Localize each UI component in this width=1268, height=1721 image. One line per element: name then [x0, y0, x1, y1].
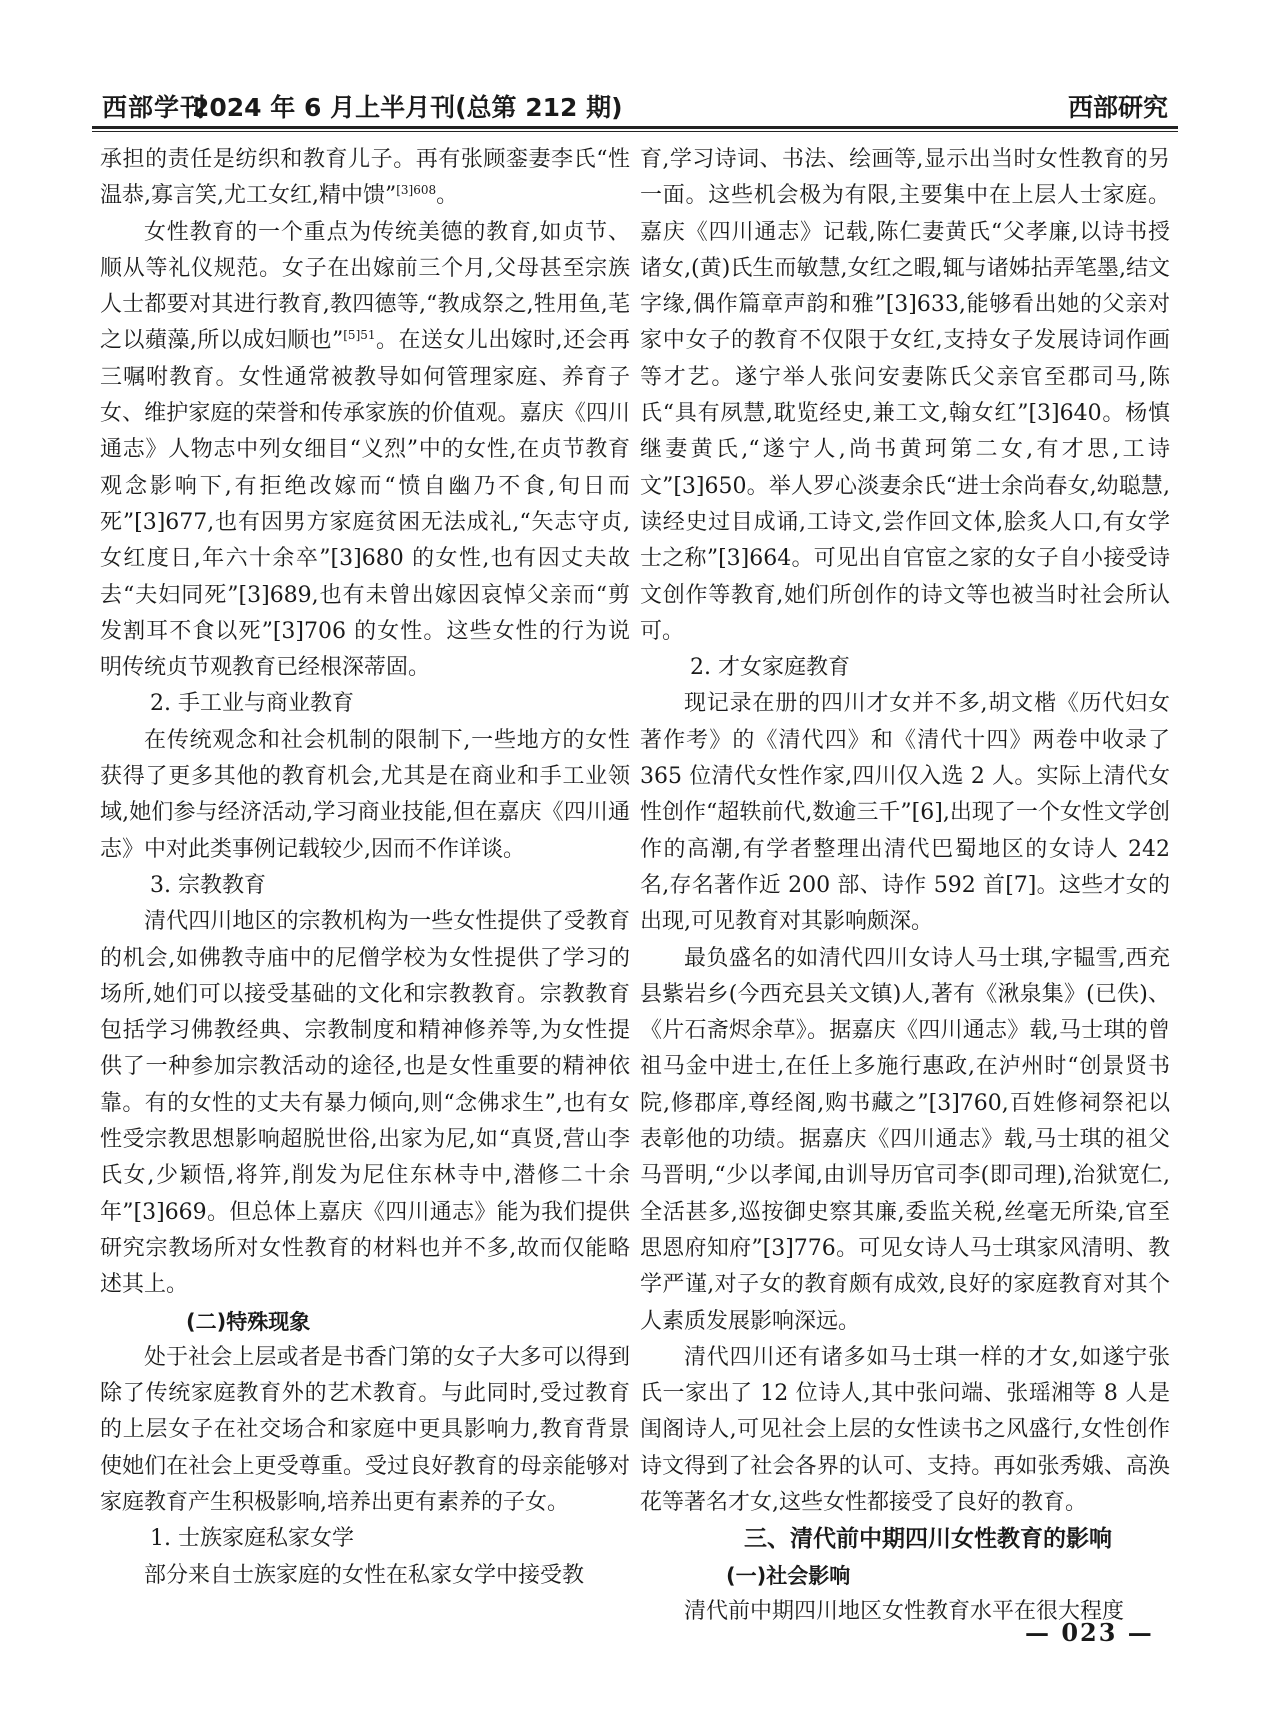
citation-mark: [3]608	[396, 183, 437, 198]
left-column	[100, 142, 630, 1594]
paragraph-text: (二)特殊现象	[186, 1309, 311, 1334]
section-title	[640, 1521, 1170, 1557]
paragraph-text: 清代四川还有诸多如马士琪一样的才女,如遂宁张氏一家出了 12 位诗人,其中张问端、张瑶湘等 8 人是闺阁诗人,可见社会上层的女性读书之风盛行,女性创作诗文得到了社会各界的认可、支持。再如张秀娥、高涣花等著名才女,这些女性都接受了良好的教育。	[640, 1344, 1170, 1515]
paragraph-text: 1. 士族家庭私家女学	[150, 1526, 354, 1552]
paragraph-text: 承担的责任是纺织和教育儿子。再有张顾銮妻李氏“性温恭,寡言笑,尤工女红,精中馈”	[100, 147, 630, 209]
section-name: 西部研究	[1067, 93, 1168, 122]
subsection-heading-bold	[100, 1304, 630, 1340]
header-rule-thin	[92, 131, 1178, 132]
right-column	[640, 142, 1170, 1630]
paragraph-text: 育,学习诗词、书法、绘画等,显示出当时女性教育的另一面。这些机会极为有限,主要集中在上层人士家庭。嘉庆《四川通志》记载,陈仁妻黄氏“父孝廉,以诗书授诸女,(黄)氏生而敏慧,女红之暇,辄与诸姊拈弄笔墨,结文字缘,偶作篇章声韵和雅”[3]633,能够看出她的父亲对家中女子的教育不仅限于女红,支持女子发展诗词作画等才艺。遂宁举人张问安妻陈氏父亲官至郡司马,陈氏“具有夙慧,耽览经史,兼工文,翰女红”[3]640。杨慎继妻黄氏,“遂宁人,尚书黄珂第二女,有才思,工诗文”[3]650。举人罗心淡妻余氏“进士余尚春女,幼聪慧,读经史过目成诵,工诗文,尝作回文体,脍炙人口,有女学士之称”[3]664。可见出自官宦之家的女子自小接受诗文创作等教育,她们所创作的诗文等也被当时社会所认可。	[640, 147, 1170, 644]
paragraph-text: 三、清代前中期四川女性教育的影响	[744, 1526, 1112, 1553]
paragraph-text: 3. 宗教教育	[150, 872, 266, 898]
subsection-heading	[640, 650, 1170, 686]
paragraph-text: (一)社会影响	[726, 1563, 851, 1588]
subsection-heading-bold	[640, 1558, 1170, 1594]
paragraph	[640, 686, 1170, 940]
running-header	[92, 88, 1178, 128]
paragraph-text-tail: 。	[436, 183, 459, 209]
paragraph-text: 在传统观念和社会机制的限制下,一些地方的女性获得了更多其他的教育机会,尤其是在商业和手工业领域,她们参与经济活动,学习商业技能,但在嘉庆《四川通志》中对此类事例记载较少,因而不作详谈。	[100, 727, 630, 862]
header-rule	[92, 126, 1178, 129]
citation-mark: [5]51	[343, 328, 376, 343]
paragraph-continued	[640, 142, 1170, 650]
paragraph	[100, 904, 630, 1303]
paragraph-text: 清代四川地区的宗教机构为一些女性提供了受教育的机会,如佛教寺庙中的尼僧学校为女性提供了学习的场所,她们可以接受基础的文化和宗教教育。宗教教育包括学习佛教经典、宗教制度和精神修养等,为女性提供了一种参加宗教活动的途径,也是女性重要的精神依靠。有的女性的丈夫有暴力倾向,则“念佛求生”,也有女性受宗教思想影响超脱世俗,出家为尼,如“真贤,营山李氏女,少颖悟,将笄,削发为尼住东林寺中,潜修二十余年”[3]669。但总体上嘉庆《四川通志》能为我们提供研究宗教场所对女性教育的材料也并不多,故而仅能略述其上。	[100, 909, 630, 1298]
issue-info: 2024 年 6 月上半月刊(总第 212 期)	[192, 93, 623, 122]
paragraph-text-tail: 。在送女儿出嫁时,还会再三嘱咐教育。女性通常被教导如何管理家庭、养育子女、维护家庭的荣誉和传承家族的价值观。嘉庆《四川通志》人物志中列女细目“义烈”中的女性,在贞节教育观念影响下,有拒绝改嫁而“愤自幽乃不食,旬日而死”[3]677,也有因男方家庭贫困无法成礼,“矢志守贞,女红度日,年六十余卒”[3]680 的女性,也有因丈夫故去“夫妇同死”[3]689,也有未曾出嫁因哀悼父亲而“剪发割耳不食以死”[3]706 的女性。这些女性的行为说明传统贞节观教育已经根深蒂固。	[100, 328, 630, 681]
paragraph	[100, 723, 630, 868]
subsection-heading	[100, 686, 630, 722]
paragraph-text: 清代前中期四川地区女性教育水平在很大程度	[684, 1598, 1125, 1624]
page-number: — 023 —	[1025, 1618, 1154, 1647]
paragraph-text: 女性教育的一个重点为传统美德的教育,如贞节、顺从等礼仪规范。女子在出嫁前三个月,父母甚至宗族人士都要对其进行教育,教四德等,“教成祭之,牲用鱼,芼之以蘋藻,所以成妇顺也”	[100, 219, 630, 354]
paragraph-text: 2. 才女家庭教育	[690, 655, 850, 681]
paragraph	[640, 1340, 1170, 1521]
paragraph	[640, 941, 1170, 1340]
paragraph-text: 部分来自士族家庭的女性在私家女学中接受教	[144, 1562, 585, 1588]
paragraph	[100, 1340, 630, 1521]
paragraph-continued	[100, 142, 630, 215]
paragraph	[100, 215, 630, 687]
subsection-heading	[100, 868, 630, 904]
paragraph-text: 最负盛名的如清代四川女诗人马士琪,字韫雪,西充县紫岩乡(今西充县关文镇)人,著有《湫泉集》(已佚)、《片石斋烬余草》。据嘉庆《四川通志》载,马士琪的曾祖马金中进士,在任上多施行惠政,在泸州时“创景贤书院,修郡庠,尊经阁,购书藏之”[3]760,百姓修祠祭祀以表彰他的功绩。据嘉庆《四川通志》载,马士琪的祖父马晋明,“少以孝闻,由训导历官司李(即司理),治狱宽仁,全活甚多,巡按御史察其廉,委监关税,丝毫无所染,官至思恩府知府”[3]776。可见女诗人马士琪家风清明、教学严谨,对子女的教育颇有成效,良好的家庭教育对其个人素质发展影响深远。	[640, 945, 1170, 1334]
paragraph-text: 处于社会上层或者是书香门第的女子大多可以得到除了传统家庭教育外的艺术教育。与此同时,受过教育的上层女子在社交场合和家庭中更具影响力,教育背景使她们在社会上更受尊重。受过良好教育的母亲能够对家庭教育产生积极影响,培养出更有素养的子女。	[100, 1344, 630, 1515]
journal-logo: 西部学刊	[102, 93, 207, 122]
subsection-heading	[100, 1521, 630, 1557]
paragraph-text: 现记录在册的四川才女并不多,胡文楷《历代妇女著作考》的《清代四》和《清代十四》两卷中收录了365 位清代女性作家,四川仅入选 2 人。实际上清代女性创作“超轶前代,数逾三千”[6],出现了一个女性文学创作的高潮,有学者整理出清代巴蜀地区的女诗人 242 名,存名著作近 200 部、诗作 592 首[7]。这些才女的出现,可见教育对其影响颇深。	[640, 691, 1170, 935]
paragraph-text: 2. 手工业与商业教育	[150, 691, 354, 717]
paragraph	[100, 1558, 630, 1594]
